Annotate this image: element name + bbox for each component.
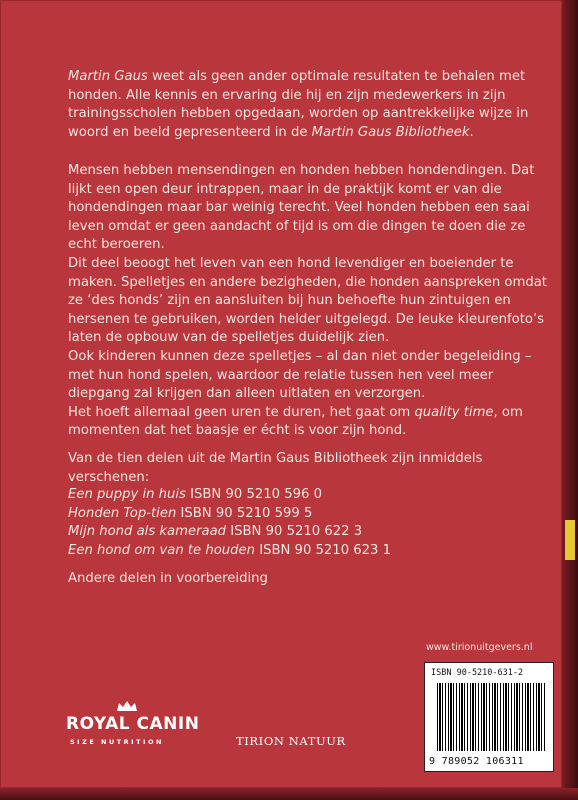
- main-para-2: Dit deel beoogt het leven van een hond levendiger en boeiender te maken. Spelletjes en andere bezigheden, die honden aanspreken omdat ze ‘des honds’ zijn en aansluiten bij hun behoefte hun zintuigen en hersenen te gebruiken, worden helder uitgelegd. De leuke kleurenfoto’s laten de opbouw van de spelletjes duidelijk zien.: [68, 255, 547, 346]
- book-title: Honden Top-tien: [68, 505, 177, 521]
- crown-icon: [116, 700, 138, 712]
- royal-canin-tagline: SIZE NUTRITION: [70, 738, 164, 746]
- book-edge-right: [562, 0, 578, 800]
- author-name: Martin Gaus: [68, 69, 148, 84]
- barcode-bars: [437, 683, 545, 751]
- book-item: [68, 486, 548, 505]
- publisher-website: www.tirionuitgevers.nl: [426, 642, 533, 653]
- main-para-3: Ook kinderen kunnen deze spelletjes – al dan niet onder begeleiding – met hun hond spelen, waardoor de relatie tussen hen veel meer diepgang zal krijgen dan alleen uitlaten en verzorgen.: [68, 348, 532, 402]
- book-title: Mijn hond als kameraad: [68, 524, 227, 540]
- intro-text-1: weet als geen ander optimale resultaten te behalen met honden. Alle kennis en ervaring die hij en zijn medewerkers in zijn trainingsscholen hebben opgedaan, worden op aantrekkelijke wijze in woord en beeld gepresenteerd in de: [68, 69, 529, 140]
- main-para-4-b: , om momenten dat het baasje er écht is voor zijn hond.: [68, 404, 523, 439]
- other-parts-note: Andere delen in voorbereiding: [68, 571, 268, 586]
- book-edge-bottom: [0, 788, 578, 800]
- main-para-1: Mensen hebben mensendingen en honden hebben hondendingen. Dat lijkt een open deur intrappen, maar in de praktijk komt er van die hondendingen maar bar weinig terecht. Veel honden hebben een saai leven omdat er geen aandacht of tijd is om die dingen te doen die ze echt beroeren.: [68, 163, 535, 253]
- main-para-4-a: Het hoeft allemaal geen uren te duren, het gaat om: [68, 404, 415, 420]
- barcode-digits: 9 789052 106311: [429, 756, 524, 767]
- book-item: [68, 523, 548, 542]
- royal-canin-name: ROYAL CANIN: [66, 714, 200, 734]
- book-title: Een puppy in huis: [68, 487, 186, 502]
- book-isbn: ISBN 90 5210 596 0: [185, 487, 322, 502]
- main-description: [68, 162, 548, 441]
- book-isbn: ISBN 90 5210 599 5: [176, 505, 313, 521]
- book-isbn: ISBN 90 5210 622 3: [226, 524, 363, 540]
- book-item: [68, 505, 548, 524]
- main-para-4-em: quality time: [414, 404, 494, 420]
- main-para-4: [68, 404, 548, 441]
- barcode: [424, 662, 554, 772]
- barcode-isbn-label: ISBN 90-5210-631-2: [431, 668, 524, 678]
- series-name: Martin Gaus Bibliotheek: [311, 124, 470, 140]
- yellow-tab: [565, 520, 575, 560]
- intro-text-2: .: [469, 124, 474, 140]
- book-isbn: ISBN 90 5210 623 1: [255, 542, 392, 558]
- list-intro: Van de tien delen uit de Martin Gaus Bibliotheek zijn inmiddels verschenen:: [68, 451, 483, 485]
- intro-paragraph: [68, 68, 548, 142]
- book-title: Een hond om van te houden: [68, 542, 255, 558]
- book-list: [68, 486, 548, 560]
- book-item: [68, 542, 548, 561]
- publisher-logo: TIRION NATUUR: [236, 734, 346, 748]
